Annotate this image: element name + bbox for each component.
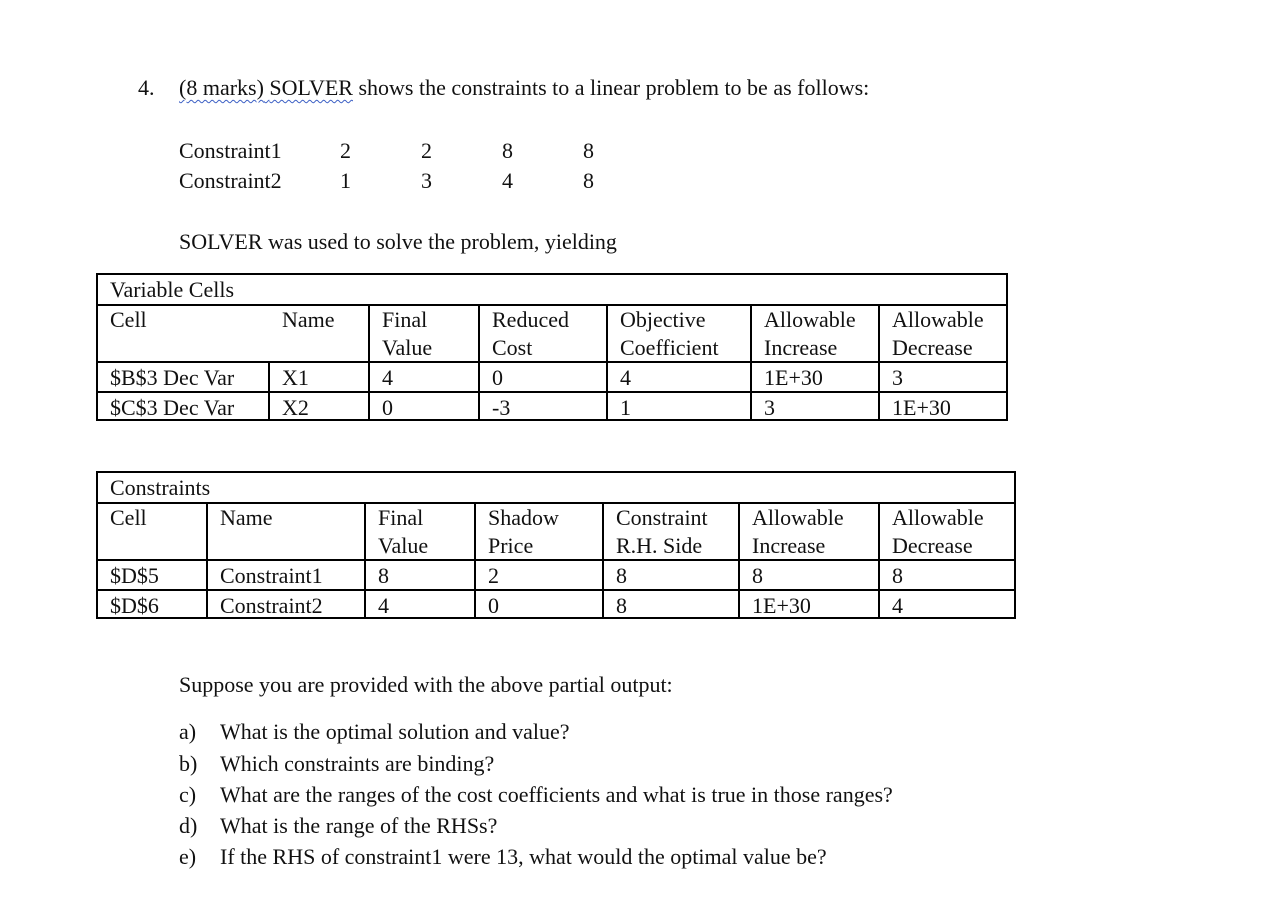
- header-reduced: Cost: [492, 335, 533, 360]
- sub-question-label: e): [179, 844, 197, 869]
- question-number: 4.: [138, 75, 155, 100]
- constraint-list-name: Constraint2: [179, 168, 282, 193]
- table-cell: 3: [764, 395, 775, 420]
- table-cell: 2: [488, 563, 499, 588]
- header-shadow: Price: [488, 533, 534, 558]
- header-rhs: Constraint: [616, 505, 708, 530]
- header-decrease: Decrease: [892, 335, 973, 360]
- constraint-list-value: 2: [340, 138, 351, 163]
- table-cell: 1: [620, 395, 631, 420]
- header-cell: Cell: [110, 307, 147, 332]
- question-title: [179, 77, 869, 99]
- table-cell: 0: [382, 395, 393, 420]
- table-cell: 0: [492, 365, 503, 390]
- header-decrease: Allowable: [892, 505, 984, 530]
- constraint-list-value: 1: [340, 168, 351, 193]
- constraint-list-value: 8: [583, 138, 594, 163]
- sub-question-text: If the RHS of constraint1 were 13, what would the optimal value be?: [220, 844, 827, 869]
- variable-table-title: Variable Cells: [110, 277, 235, 302]
- constraint-list-name: Constraint1: [179, 138, 282, 163]
- table-cell: 3: [892, 365, 903, 390]
- header-final: Value: [378, 533, 429, 558]
- table-cell: $D$5: [110, 563, 159, 588]
- table-cell: $B$3 Dec Var: [110, 365, 235, 390]
- header-increase: Increase: [752, 533, 826, 558]
- header-objective: Coefficient: [620, 335, 719, 360]
- header-reduced: Reduced: [492, 307, 569, 332]
- table-cell: 1E+30: [752, 593, 811, 618]
- sub-question-text: Which constraints are binding?: [220, 751, 495, 776]
- table-cell: 4: [892, 593, 903, 618]
- table-cell: 8: [752, 563, 763, 588]
- header-objective: Objective: [620, 307, 706, 332]
- header-increase: Allowable: [752, 505, 844, 530]
- table-cell: 1E+30: [764, 365, 823, 390]
- table-cell: $C$3 Dec Var: [110, 395, 235, 420]
- sub-question-label: b): [179, 751, 198, 776]
- table-cell: X2: [282, 395, 309, 420]
- constraints-table-title: Constraints: [110, 475, 211, 500]
- table-cell: 4: [620, 365, 631, 390]
- question-text: shows the constraints to a linear problem to be as follows:: [358, 75, 870, 100]
- sub-question-text: What is the range of the RHSs?: [220, 813, 498, 838]
- header-increase: Increase: [764, 335, 838, 360]
- header-decrease: Allowable: [892, 307, 984, 332]
- sub-question-label: d): [179, 813, 198, 838]
- table-cell: 8: [378, 563, 389, 588]
- table-cell: 4: [382, 365, 393, 390]
- solver-word: SOLVER: [269, 75, 353, 100]
- table-cell: Constraint2: [220, 593, 323, 618]
- header-increase: Allowable: [764, 307, 856, 332]
- solver-line: SOLVER was used to solve the problem, yielding: [179, 229, 617, 254]
- sub-question-text: What are the ranges of the cost coefficients and what is true in those ranges?: [220, 782, 893, 807]
- table-cell: 8: [892, 563, 903, 588]
- marks-label: (8 marks): [179, 75, 264, 100]
- header-final: Final: [382, 307, 428, 332]
- table-cell: 1E+30: [892, 395, 951, 420]
- header-rhs: R.H. Side: [616, 533, 703, 558]
- header-decrease: Decrease: [892, 533, 973, 558]
- header-name: Name: [282, 307, 335, 332]
- constraint-list-value: 2: [421, 138, 432, 163]
- table-cell: 0: [488, 593, 499, 618]
- table-cell: X1: [282, 365, 309, 390]
- header-cell: Cell: [110, 505, 147, 530]
- table-cell: -3: [492, 395, 511, 420]
- suppose-line: Suppose you are provided with the above partial output:: [179, 672, 673, 697]
- table-cell: Constraint1: [220, 563, 323, 588]
- header-final: Value: [382, 335, 433, 360]
- constraint-list-value: 3: [421, 168, 432, 193]
- table-cell: 8: [616, 563, 627, 588]
- table-cell: $D$6: [110, 593, 159, 618]
- header-shadow: Shadow: [488, 505, 559, 530]
- table-cell: 4: [378, 593, 389, 618]
- sub-question-text: What is the optimal solution and value?: [220, 719, 570, 744]
- header-name: Name: [220, 505, 273, 530]
- header-final: Final: [378, 505, 424, 530]
- table-cell: 8: [616, 593, 627, 618]
- sub-question-label: c): [179, 782, 197, 807]
- constraint-list-value: 8: [502, 138, 513, 163]
- constraint-list-value: 4: [502, 168, 513, 193]
- constraint-list-value: 8: [583, 168, 594, 193]
- sub-question-label: a): [179, 719, 197, 744]
